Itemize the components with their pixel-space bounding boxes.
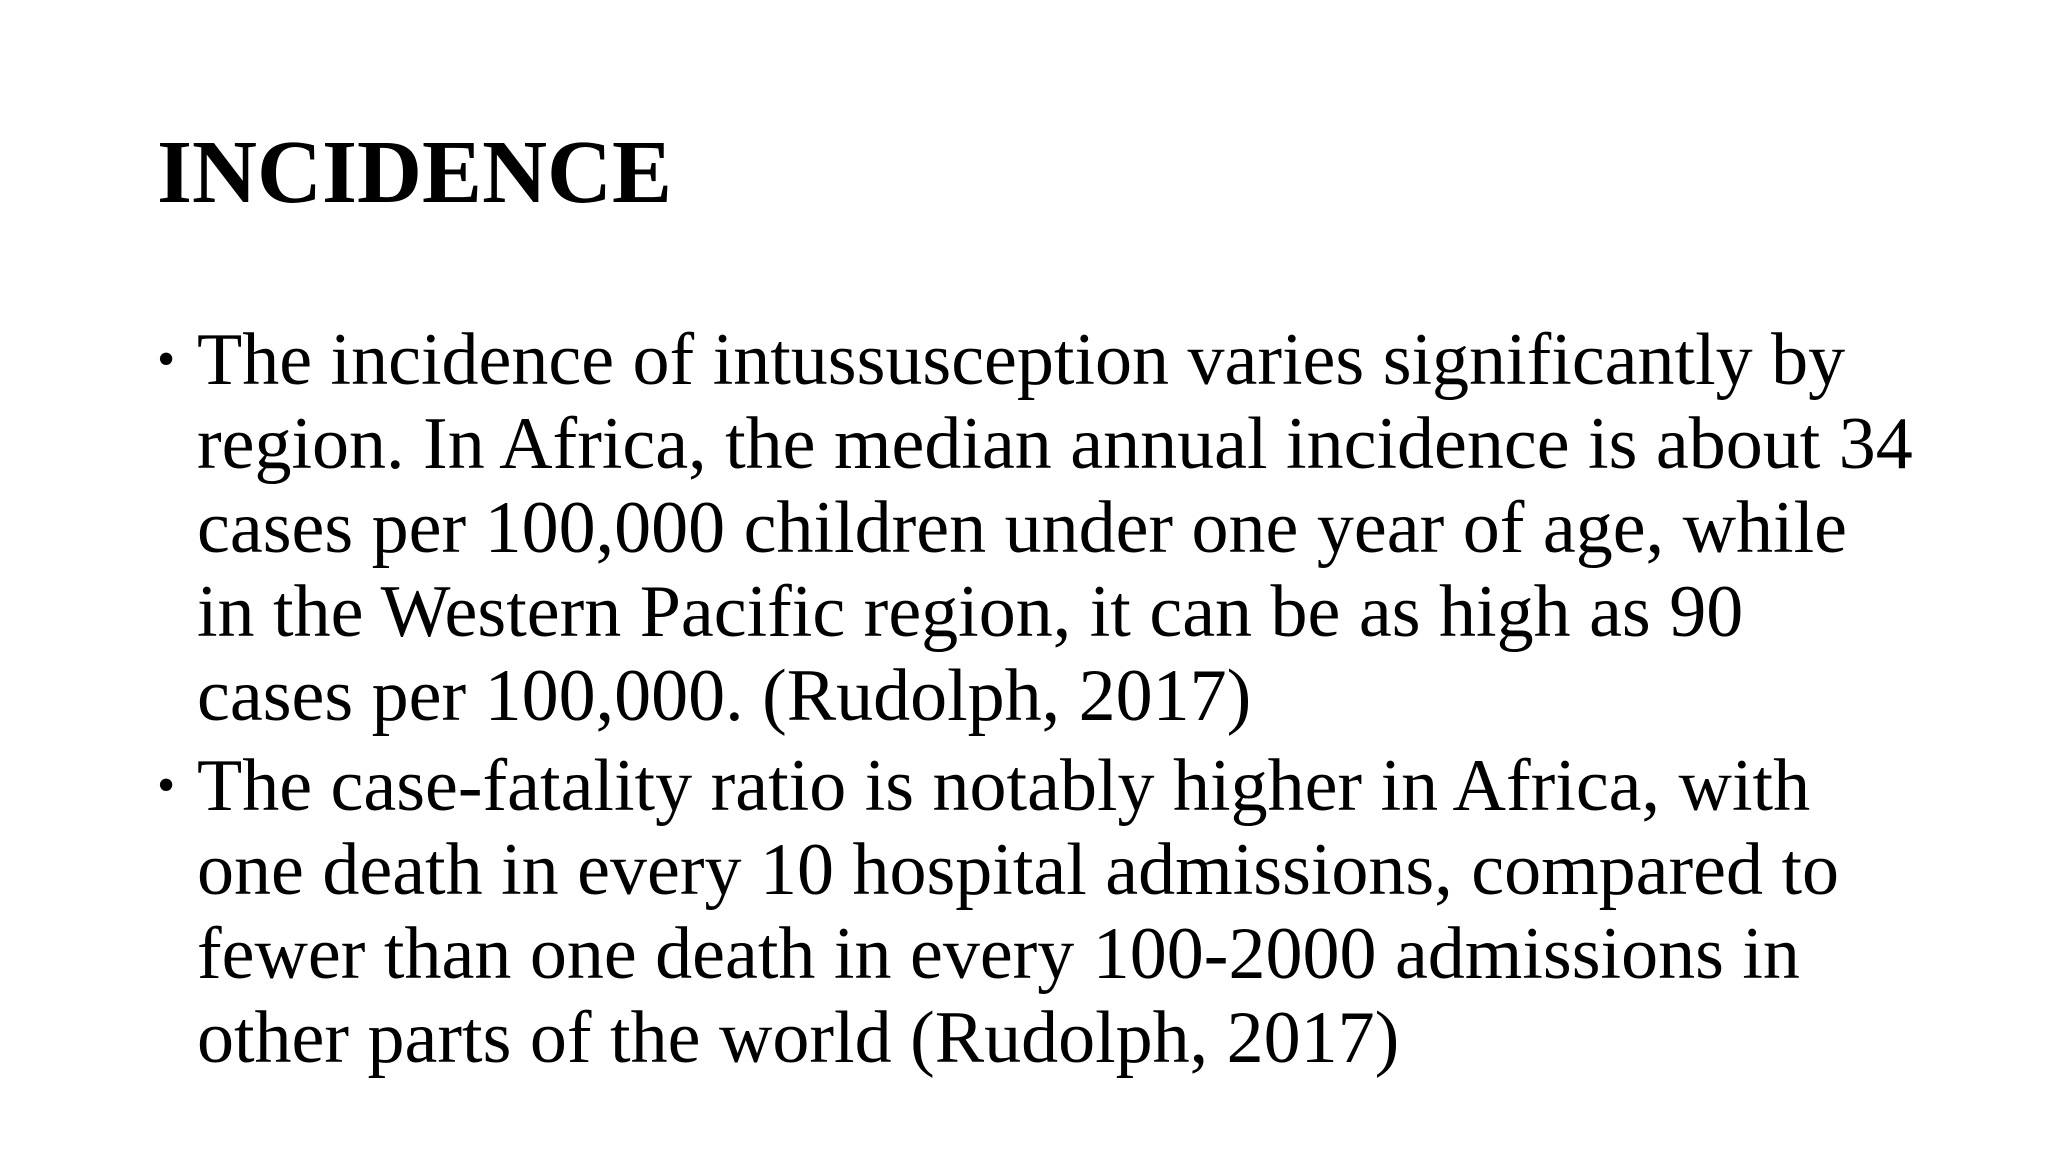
bullet-text: The case-fatality ratio is notably higher in Africa, with one death in every 10 hospital admissions, compared to fewer than one death in every 100-2000 admissions in other parts of the world (Rudolph, 2017) — [197, 745, 1840, 1079]
bullet-text: The incidence of intussusception varies significantly by region. In Africa, the median annual incidence is about 34 cases per 100,000 children under one year of age, while in the Western Pacific region, it can be as high as 90 cases per 100,000. (Rudolph, 2017) — [197, 319, 1913, 737]
bullet-item-incidence — [157, 318, 1917, 738]
bullet-list — [157, 318, 1917, 1086]
slide-title: INCIDENCE — [157, 123, 673, 222]
bullet-icon: • — [157, 757, 176, 814]
bullet-item-case-fatality — [157, 744, 1917, 1080]
bullet-icon: • — [157, 331, 176, 388]
